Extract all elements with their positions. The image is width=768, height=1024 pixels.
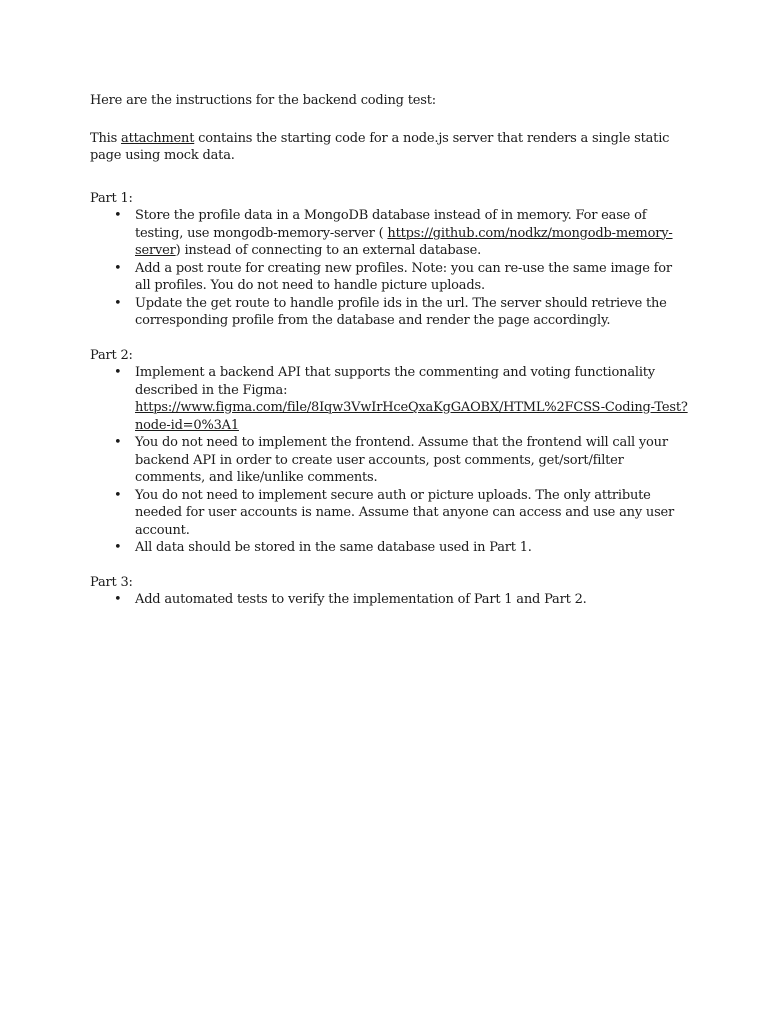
list-item — [90, 207, 690, 260]
attachment-suffix: contains the starting code for a node.js server that renders a single static page using mock data. — [90, 130, 670, 163]
list-item — [90, 539, 690, 557]
bullet-icon: • — [114, 295, 122, 311]
list-item — [90, 487, 690, 540]
part2-heading: Part 2: — [90, 347, 133, 363]
bullet-icon: • — [114, 487, 122, 503]
item-text: Add a post route for creating new profiles. Note: you can re-use the same image for all profiles. You do not need to handle picture uploads. — [135, 260, 672, 293]
part2-list — [90, 364, 690, 557]
list-item — [90, 591, 690, 609]
list-item — [90, 434, 690, 487]
list-item — [90, 364, 690, 434]
item-text: You do not need to implement secure auth or picture uploads. The only attribute needed for user accounts is name. Assume that anyone can access and use any user account. — [135, 487, 675, 538]
item-text: Implement a backend API that supports the commenting and voting functionality described in the Figma: — [135, 365, 655, 398]
bullet-icon: • — [114, 540, 122, 555]
item-text: Update the get route to handle profile ids in the url. The server should retrieve the corresponding profile from the database and render the page accordingly. — [135, 295, 667, 328]
part3-heading: Part 3: — [90, 574, 133, 590]
item-text: All data should be stored in the same database used in Part 1. — [135, 540, 532, 555]
part3-list — [90, 591, 690, 609]
bullet-icon: • — [114, 592, 122, 607]
intro-text: Here are the instructions for the backend coding test: — [90, 93, 436, 108]
item-text: You do not need to implement the frontend. Assume that the frontend will call your backend API in order to create user accounts, post comments, get/sort/filter comments, and like/unlike comments. — [135, 435, 668, 485]
github-link[interactable]: https://github.com/nodkz/mongodb-memory-server — [135, 225, 673, 258]
item-text: ) instead of connecting to an external database. — [175, 243, 481, 258]
item-text: Add automated tests to verify the implementation of Part 1 and Part 2. — [135, 592, 587, 607]
attachment-prefix: This — [90, 130, 122, 146]
item-text: Store the profile data in a MongoDB database instead of in memory. For ease of testing, use mongodb-memory-server ( — [135, 208, 647, 241]
bullet-icon: • — [114, 365, 122, 380]
bullet-icon: • — [114, 208, 122, 223]
part1-heading: Part 1: — [90, 190, 133, 206]
document-page — [90, 92, 690, 626]
part1-list — [90, 207, 690, 330]
attachment-link[interactable]: attachment — [121, 130, 195, 146]
bullet-icon: • — [114, 435, 122, 450]
bullet-icon: • — [114, 260, 122, 276]
figma-link[interactable]: https://www.figma.com/file/8Iqw3VwIrHceQxaKgGAOBX/HTML%2FCSS-Coding-Test?node-id=0%3A1 — [135, 400, 688, 433]
attachment-paragraph — [90, 130, 690, 165]
list-item — [90, 260, 690, 295]
list-item — [90, 295, 690, 330]
